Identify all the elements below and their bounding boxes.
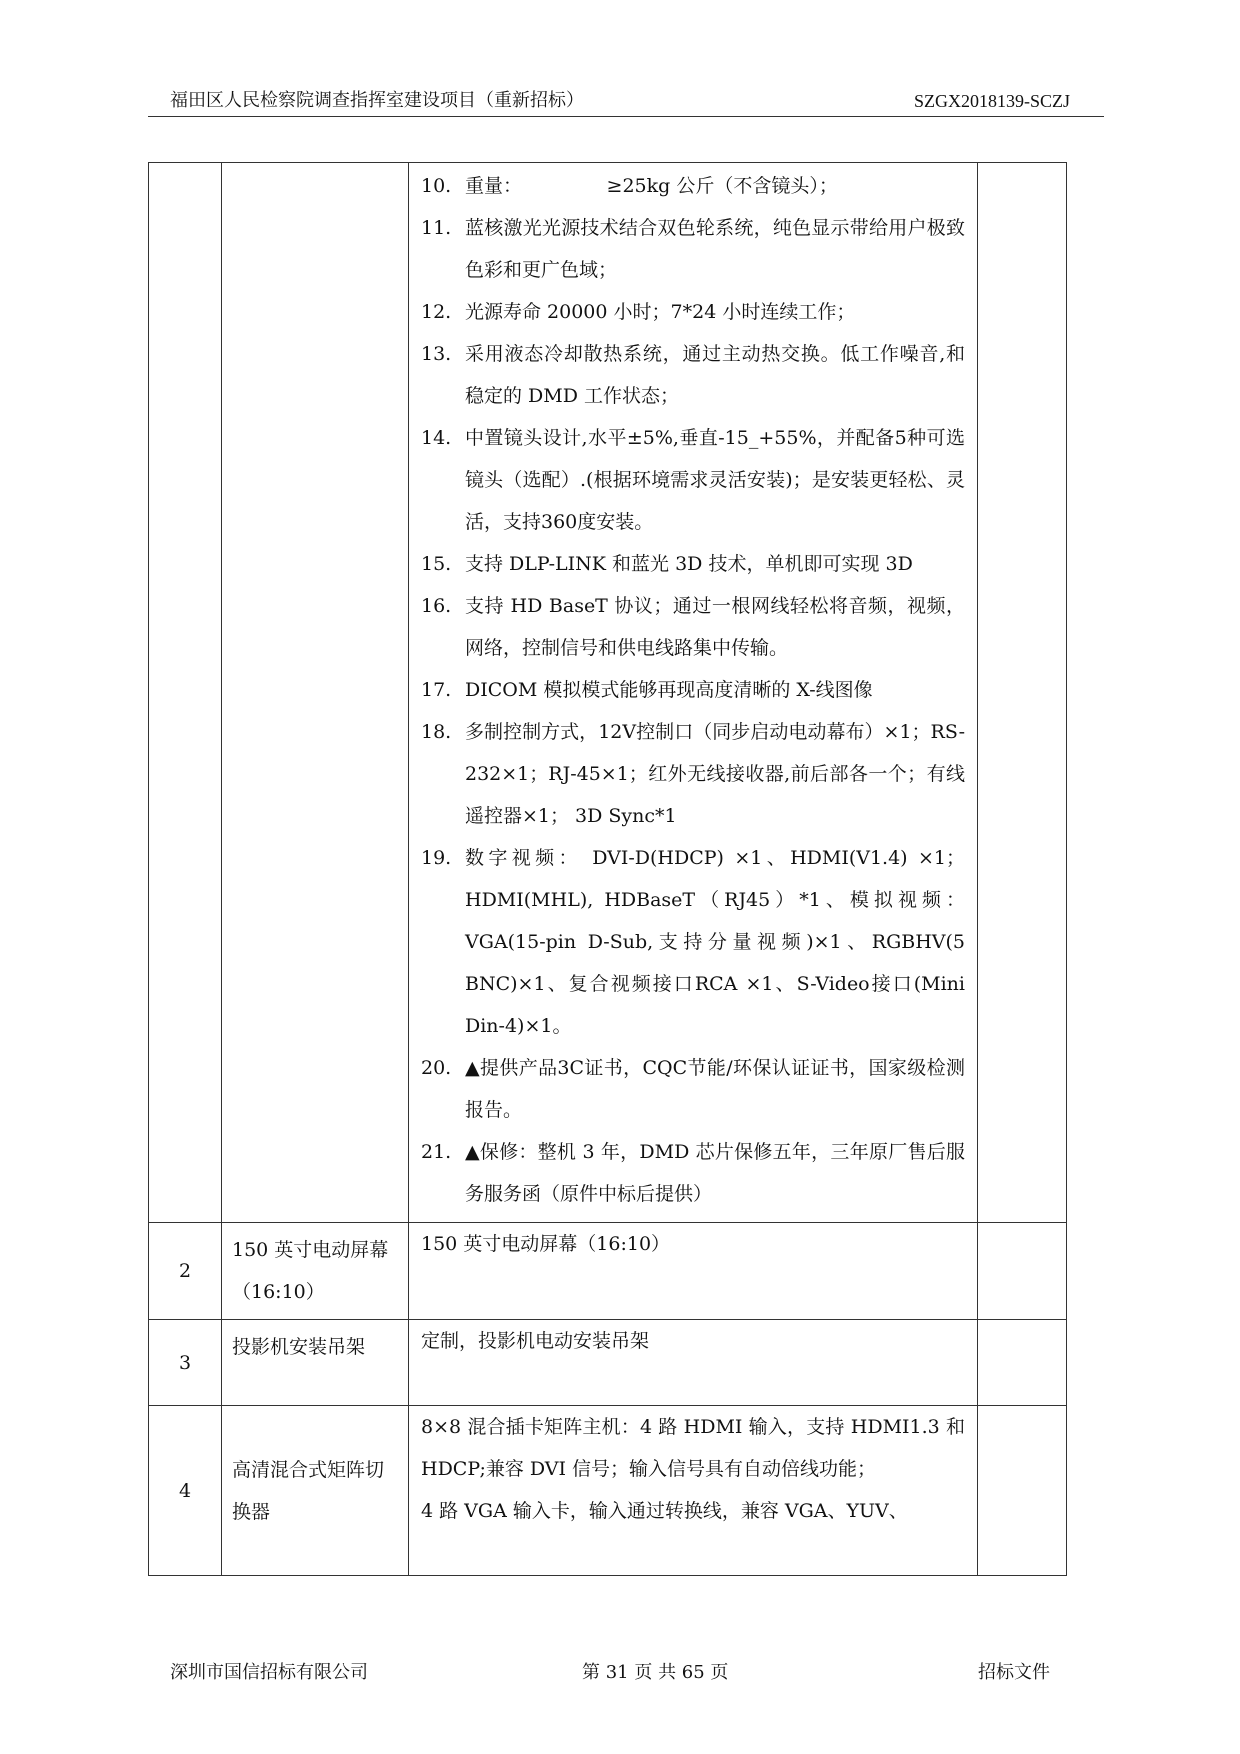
item-number-cell: 3	[149, 1320, 222, 1406]
project-title: 福田区人民检察院调查指挥室建设项目（重新招标）	[170, 90, 584, 111]
item-name-cell	[222, 163, 409, 1223]
desc-paragraph: 4 路 VGA 输入卡，输入通过转换线，兼容 VGA、YUV、	[421, 1500, 908, 1522]
spec-table	[148, 162, 1067, 1576]
list-item	[421, 543, 965, 585]
document-type: 招标文件	[978, 1662, 1050, 1683]
list-item	[421, 837, 965, 1047]
remark-cell	[978, 1223, 1067, 1320]
item-no: 10.	[421, 175, 452, 197]
item-desc-cell: 150 英寸电动屏幕（16:10）	[409, 1223, 978, 1320]
list-item	[421, 711, 965, 837]
item-text: 数字视频： DVI-D(HDCP) ×1、HDMI(V1.4) ×1；HDMI(MHL), HDBaseT（RJ45）*1、模拟视频：VGA(15-pin D-Sub,支持分量视频)×1、RGBHV(5 BNC)×1、复合视频接口RCA ×1、S-Video接口(Mini Din-4)×1。	[465, 847, 965, 1037]
item-no: 13.	[421, 343, 452, 365]
list-item	[421, 669, 965, 711]
remark-cell	[978, 1320, 1067, 1406]
project-code: SZGX2018139-SCZJ	[913, 91, 1070, 111]
table-row	[149, 1320, 1067, 1406]
item-text: 支持 DLP-LINK 和蓝光 3D 技术，单机即可实现 3D	[465, 553, 913, 575]
item-name-cell: 高清混合式矩阵切换器	[222, 1406, 409, 1576]
item-desc-cell	[409, 1406, 978, 1576]
item-text: DICOM 模拟模式能够再现高度清晰的 X-线图像	[465, 679, 873, 701]
list-item	[421, 165, 965, 207]
item-no: 17.	[421, 679, 452, 701]
item-text: 重量： ≥25kg 公斤（不含镜头）；	[465, 175, 838, 197]
header-divider	[148, 116, 1104, 117]
item-no: 14.	[421, 427, 452, 449]
item-text: 多制控制方式，12V控制口（同步启动电动幕布）×1；RS-232×1；RJ-45×1；红外无线接收器,前后部各一个；有线遥控器×1； 3D Sync*1	[465, 721, 965, 827]
remark-cell	[978, 1406, 1067, 1576]
item-text: 采用液态冷却散热系统，通过主动热交换。低工作噪音,和稳定的 DMD 工作状态；	[465, 343, 965, 407]
list-item	[421, 1131, 965, 1215]
list-item	[421, 291, 965, 333]
item-text: 光源寿命 20000 小时；7*24 小时连续工作；	[465, 301, 856, 323]
item-no: 15.	[421, 553, 452, 575]
company-name: 深圳市国信招标有限公司	[170, 1662, 368, 1683]
list-item	[421, 333, 965, 417]
item-text: ▲提供产品3C证书，CQC节能/环保认证证书，国家级检测报告。	[465, 1057, 965, 1121]
item-desc-cell: 定制，投影机电动安装吊架	[409, 1320, 978, 1406]
page-footer	[170, 1660, 1050, 1686]
page-header	[170, 88, 1100, 114]
item-desc-cell	[409, 163, 978, 1223]
list-item	[421, 1047, 965, 1131]
item-text: 中置镜头设计,水平±5%,垂直-15_+55%，并配备5种可选镜头（选配）.(根据环境需求灵活安装)；是安装更轻松、灵活，支持360度安装。	[465, 427, 965, 533]
item-name-cell: 150 英寸电动屏幕（16:10）	[222, 1223, 409, 1320]
remark-cell	[978, 163, 1067, 1223]
table-row	[149, 1223, 1067, 1320]
item-name-cell: 投影机安装吊架	[222, 1320, 409, 1406]
item-no: 12.	[421, 301, 452, 323]
list-item	[421, 417, 965, 543]
item-text: ▲保修：整机 3 年，DMD 芯片保修五年，三年原厂售后服务服务函（原件中标后提供）	[465, 1141, 965, 1205]
list-item	[421, 585, 965, 669]
table-row	[149, 163, 1067, 1223]
item-no: 18.	[421, 721, 452, 743]
list-item	[421, 207, 965, 291]
item-text: 支持 HD BaseT 协议；通过一根网线轻松将音频，视频，网络，控制信号和供电线路集中传输。	[465, 595, 965, 659]
item-no: 16.	[421, 595, 452, 617]
spec-list	[421, 165, 965, 1215]
desc-paragraph: 8×8 混合插卡矩阵主机：4 路 HDMI 输入，支持 HDMI1.3 和 HDCP;兼容 DVI 信号；输入信号具有自动倍线功能；	[421, 1416, 965, 1480]
item-number-cell: 4	[149, 1406, 222, 1576]
item-no: 19.	[421, 847, 452, 869]
item-no: 20.	[421, 1057, 452, 1079]
item-no: 11.	[421, 217, 452, 239]
page-number: 第 31 页 共 65 页	[582, 1662, 729, 1683]
item-number-cell: 2	[149, 1223, 222, 1320]
item-no: 21.	[421, 1141, 452, 1163]
item-number-cell	[149, 163, 222, 1223]
table-row	[149, 1406, 1067, 1576]
item-text: 蓝核激光光源技术结合双色轮系统，纯色显示带给用户极致色彩和更广色域；	[465, 217, 965, 281]
